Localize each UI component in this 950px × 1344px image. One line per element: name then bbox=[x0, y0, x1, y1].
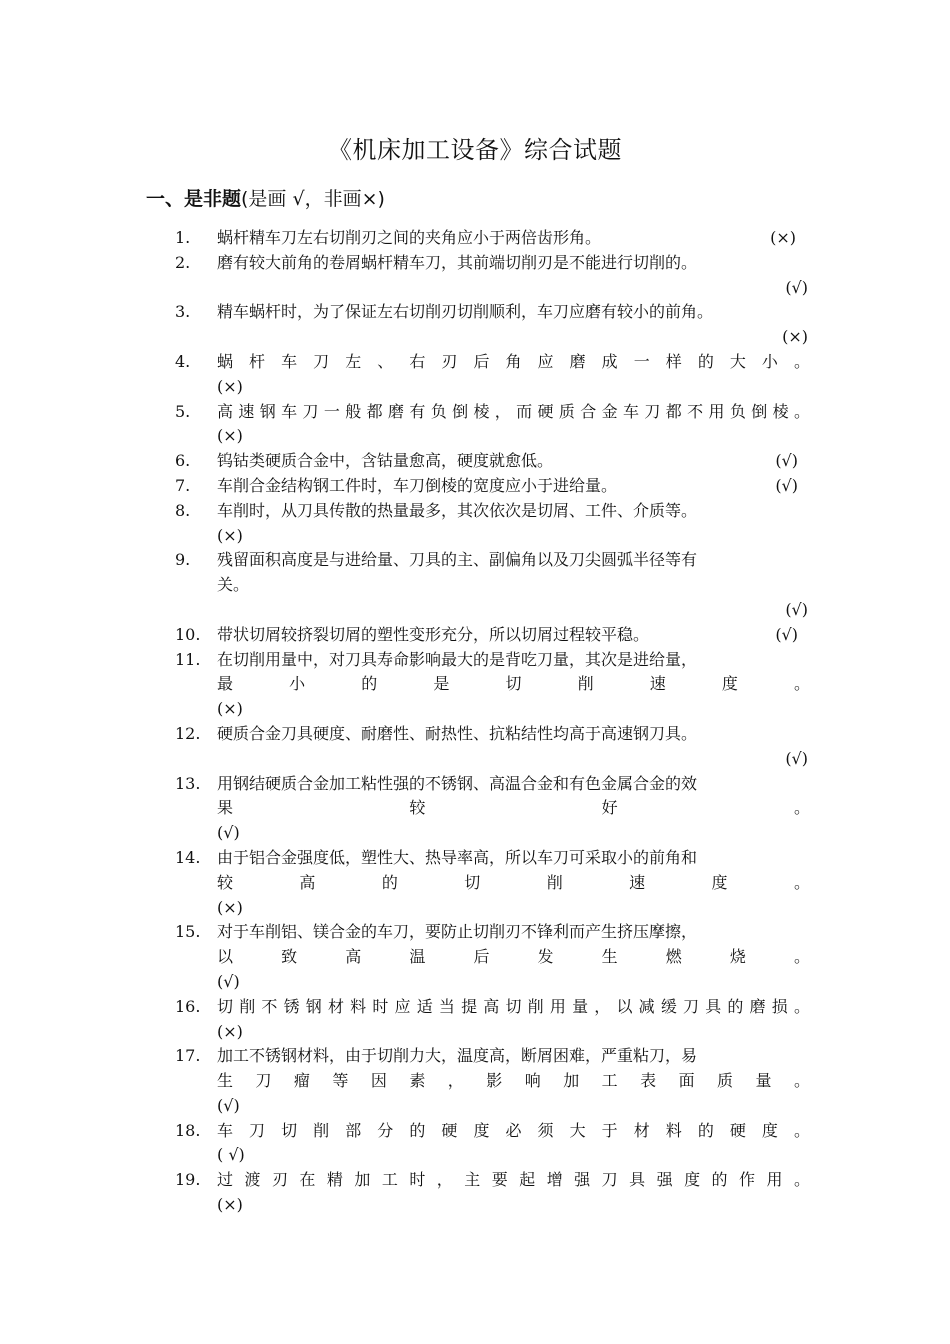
question-item bbox=[170, 1168, 810, 1218]
answer-mark: (√) bbox=[775, 475, 798, 495]
question-text: 硬质合金刀具硬度、耐磨性、耐热性、抗粘结性均高于高速钢刀具。 bbox=[217, 723, 698, 743]
answer-mark: (√) bbox=[775, 451, 798, 471]
section-heading bbox=[146, 184, 385, 214]
question-item bbox=[170, 350, 810, 400]
question-item bbox=[170, 995, 810, 1045]
question-text: 过渡刃在精加工时，主要起增强刀具强度的作用。 bbox=[217, 1170, 810, 1190]
question-number: 11. bbox=[175, 649, 201, 669]
question-text: 在切削用量中，对刀具寿命影响最大的是背吃刀量，其次是进给量， bbox=[217, 649, 698, 669]
answer-mark: (×) bbox=[217, 699, 243, 719]
question-number: 5. bbox=[175, 401, 191, 421]
question-text: 蜗杆车刀左、右刃后角应磨成一样的大小。 bbox=[217, 351, 810, 371]
question-number: 3. bbox=[175, 302, 191, 322]
question-item bbox=[170, 846, 810, 920]
question-item bbox=[170, 623, 810, 648]
question-number: 15. bbox=[175, 922, 201, 942]
question-item bbox=[170, 772, 810, 846]
question-item bbox=[170, 449, 810, 474]
question-number: 1. bbox=[175, 228, 191, 247]
answer-mark: (×) bbox=[770, 228, 796, 247]
question-number: 2. bbox=[175, 252, 191, 272]
question-item bbox=[170, 499, 810, 549]
question-item bbox=[170, 400, 810, 450]
question-text: 蜗杆精车刀左右切削刃之间的夹角应小于两倍齿形角。 bbox=[217, 228, 602, 247]
question-text: 车削时，从刀具传散的热量最多，其次依次是切屑、工件、介质等。 bbox=[217, 500, 698, 520]
question-number: 16. bbox=[175, 996, 201, 1016]
question-item bbox=[170, 1119, 810, 1169]
question-number: 14. bbox=[175, 847, 201, 867]
answer-mark: (×) bbox=[217, 1021, 243, 1041]
question-text: 加工不锈钢材料，由于切削力大，温度高，断屑困难，严重粘刀，易 bbox=[217, 1046, 698, 1066]
section-note: (是画 √，非画×) bbox=[241, 188, 385, 210]
question-item bbox=[170, 251, 810, 301]
answer-mark: (√) bbox=[775, 624, 798, 644]
question-text-continued: 以致高温后发生燃烧。 bbox=[217, 947, 810, 967]
question-item bbox=[170, 920, 810, 994]
question-item bbox=[170, 548, 810, 622]
question-number: 13. bbox=[175, 773, 201, 793]
section-title: 一、是非题 bbox=[146, 188, 242, 210]
question-item bbox=[170, 1044, 810, 1118]
question-text-continued: 最小的是切削速度。 bbox=[217, 674, 810, 694]
question-text: 残留面积高度是与进给量、刀具的主、副偏角以及刀尖圆弧半径等有 bbox=[217, 550, 698, 570]
question-item bbox=[170, 648, 810, 722]
question-number: 17. bbox=[175, 1046, 201, 1066]
question-text: 车削合金结构钢工件时，车刀倒棱的宽度应小于进给量。 bbox=[217, 475, 618, 495]
question-text: 切削不锈钢材料时应适当提高切削用量，以减缓刀具的磨损。 bbox=[217, 996, 810, 1016]
question-item bbox=[170, 474, 810, 499]
question-number: 12. bbox=[175, 723, 201, 743]
question-number: 4. bbox=[175, 351, 191, 371]
answer-mark: (×) bbox=[217, 376, 243, 396]
question-text-continued: 果较好。 bbox=[217, 798, 810, 818]
question-text: 精车蜗杆时，为了保证左右切削刃切削顺利，车刀应磨有较小的前角。 bbox=[217, 302, 714, 322]
question-text: 高速钢车刀一般都磨有负倒棱，而硬质合金车刀都不用负倒棱。 bbox=[217, 401, 810, 421]
answer-mark: (×) bbox=[782, 327, 808, 347]
question-text: 带状切屑较挤裂切屑的塑性变形充分，所以切屑过程较平稳。 bbox=[217, 624, 650, 644]
answer-mark: (√) bbox=[785, 599, 808, 619]
answer-mark: (√) bbox=[785, 277, 808, 297]
question-number: 8. bbox=[175, 500, 191, 520]
question-number: 10. bbox=[175, 624, 201, 644]
question-number: 7. bbox=[175, 475, 191, 495]
question-text-continued: 较高的切削速度。 bbox=[217, 872, 810, 892]
answer-mark: (√) bbox=[217, 1095, 240, 1115]
answer-mark: (×) bbox=[217, 426, 243, 446]
question-number: 18. bbox=[175, 1120, 201, 1140]
answer-mark: (×) bbox=[217, 897, 243, 917]
question-text: 对于车削铝、镁合金的车刀，要防止切削刃不锋利而产生挤压摩擦， bbox=[217, 922, 698, 942]
answer-mark: ( √) bbox=[217, 1145, 245, 1165]
question-number: 9. bbox=[175, 550, 191, 570]
question-text: 由于铝合金强度低，塑性大、热导率高，所以车刀可采取小的前角和 bbox=[217, 847, 698, 867]
question-item bbox=[170, 722, 810, 772]
question-item bbox=[170, 300, 810, 350]
question-number: 19. bbox=[175, 1170, 201, 1190]
question-number: 6. bbox=[175, 451, 191, 471]
question-text: 用钢结硬质合金加工粘性强的不锈钢、高温合金和有色金属合金的效 bbox=[217, 773, 698, 793]
answer-mark: (√) bbox=[217, 823, 240, 843]
answer-mark: (√) bbox=[785, 748, 808, 768]
question-text-continued: 生刀瘤等因素，影响加工表面质量。 bbox=[217, 1071, 810, 1091]
answer-mark: (×) bbox=[217, 525, 243, 545]
answer-mark: (×) bbox=[217, 1195, 243, 1215]
answer-mark: (√) bbox=[217, 971, 240, 991]
document-title: 《机床加工设备》综合试题 bbox=[328, 136, 622, 164]
question-text: 车刀切削部分的硬度必须大于材料的硬度。 bbox=[217, 1120, 810, 1140]
question-list bbox=[170, 226, 810, 1218]
question-text: 钨钴类硬质合金中，含钴量愈高，硬度就愈低。 bbox=[217, 451, 554, 471]
question-item bbox=[170, 226, 810, 251]
question-text: 磨有较大前角的卷屑蜗杆精车刀，其前端切削刃是不能进行切削的。 bbox=[217, 252, 698, 272]
question-text-continued: 关。 bbox=[217, 575, 250, 595]
